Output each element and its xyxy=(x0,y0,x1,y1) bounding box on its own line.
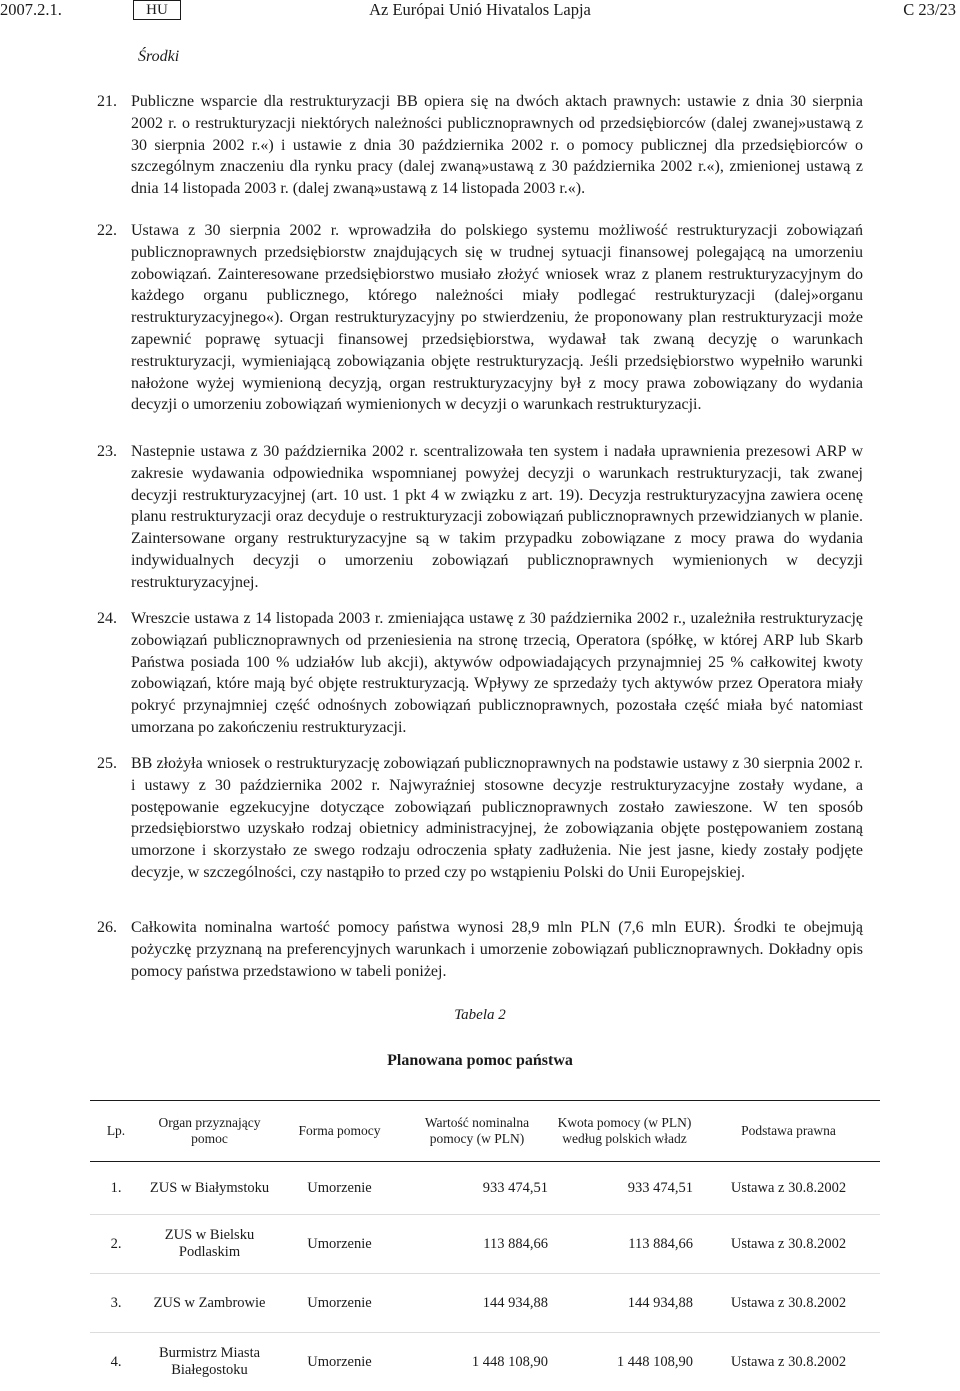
page-header xyxy=(0,0,960,24)
column-header: Podstawa prawna xyxy=(697,1101,880,1162)
paragraph-23 xyxy=(97,441,863,594)
table-cell: 2. xyxy=(90,1215,142,1274)
paragraph-text: Publiczne wsparcie dla restrukturyzacji BB opiera się na dwóch aktach prawnych: ustawie z dnia 30 sierpnia 2002 r. o restrukturyzacji niektórych należności publicznoprawnych od przedsiębiorców (dalej zwanej»ustawą z 30 sierpnia 2002 r.«) i ustawie z dnia 30 października 2002 r. o pomocy publicznej dla przedsiębiorców o szczególnym znaczeniu dla rynku pracy (dalej zwaną»ustawą z 30 października 2002 r.«), zmienionej ustawą z dnia 14 listopada 2003 r. (dalej zwaną»ustawą z 14 listopada 2003 r.«). xyxy=(131,91,863,200)
table-cell: Ustawa z 30.8.2002 xyxy=(697,1215,880,1274)
table-cell: Ustawa z 30.8.2002 xyxy=(697,1162,880,1215)
section-title: Środki xyxy=(138,48,179,66)
table-header-row xyxy=(90,1101,880,1162)
paragraph-number: 25. xyxy=(97,753,131,775)
column-header: Lp. xyxy=(90,1101,142,1162)
table-cell: 144 934,88 xyxy=(552,1274,697,1333)
table-cell: 933 474,51 xyxy=(552,1162,697,1215)
paragraph-26 xyxy=(97,917,863,982)
table-cell: 1 448 108,90 xyxy=(402,1333,552,1391)
table-cell: 4. xyxy=(90,1333,142,1391)
table-cell: ZUS w Bielsku Podlaskim xyxy=(142,1215,277,1274)
column-header: Forma pomocy xyxy=(277,1101,402,1162)
table-cell: Umorzenie xyxy=(277,1215,402,1274)
table-cell: 1 448 108,90 xyxy=(552,1333,697,1391)
table-cell: Ustawa z 30.8.2002 xyxy=(697,1333,880,1391)
table-cell: 3. xyxy=(90,1274,142,1333)
page-number: C 23/23 xyxy=(903,1,956,19)
paragraph-24 xyxy=(97,608,863,739)
paragraph-21 xyxy=(97,91,863,200)
header-date: 2007.2.1. xyxy=(0,1,62,19)
table-cell: 113 884,66 xyxy=(402,1215,552,1274)
table-cell: Ustawa z 30.8.2002 xyxy=(697,1274,880,1333)
paragraph-number: 23. xyxy=(97,441,131,463)
paragraph-number: 21. xyxy=(97,91,131,113)
table-cell: Umorzenie xyxy=(277,1274,402,1333)
table-cell: Burmistrz Miasta Białegostoku xyxy=(142,1333,277,1391)
table-cell: 933 474,51 xyxy=(402,1162,552,1215)
table-cell: 144 934,88 xyxy=(402,1274,552,1333)
language-code-box: HU xyxy=(133,0,181,20)
table-row xyxy=(90,1215,880,1274)
paragraph-text: Wreszcie ustawa z 14 listopada 2003 r. zmieniająca ustawę z 30 października 2002 r., uzależniła restrukturyzację zobowiązań publicznoprawnych od przeniesienia na stronę trzecią, Operatora (spółkę, w której ARP lub Skarb Państwa posiada 100 % udziałów lub akcji), aktywów odpowiadających przynajmniej 25 % całkowitej kwoty zobowiązań, które mają być objęte restrukturyzacją. Wpływy ze sprzedaży tych aktywów przez Operatora miały pokryć przynajmniej część odnośnych zobowiązań publicznoprawnych, pozostała część miała być natomiast umorzana po zakończeniu restrukturyzacji. xyxy=(131,608,863,739)
table-cell: Umorzenie xyxy=(277,1333,402,1391)
column-header: Wartość nominalna pomocy (w PLN) xyxy=(402,1101,552,1162)
paragraph-25 xyxy=(97,753,863,884)
paragraph-text: Nastepnie ustawa z 30 października 2002 r. scentralizowała ten system i nadała uprawnienia prezesowi ARP w zakresie wydawania odpowiednika wspomnianej powyżej decyzji o warunkach restrukturyzacji, tak zwanej decyzji restrukturyzacyjnej (art. 10 ust. 1 pkt 4 w związku z art. 19). Decyzja restrukturyzacyjna zawiera ocenę planu restrukturyzacji oraz decyduje o restrukturyzacji zobowiązań publicznoprawnych przewidzianych w planie. Zaintersowane organy restrukturyzacyjne są w takim przypadku zobowiązane z mocy prawa do wydania indywidualnych decyzji o umorzeniu zobowiązań publicznoprawnych wymienionych w decyzji restrukturyzacyjnej. xyxy=(131,441,863,594)
table-title: Planowana pomoc państwa xyxy=(0,1052,960,1070)
journal-title: Az Európai Unió Hivatalos Lapja xyxy=(0,1,960,19)
paragraph-number: 26. xyxy=(97,917,131,939)
table-row xyxy=(90,1274,880,1333)
table-cell: 113 884,66 xyxy=(552,1215,697,1274)
column-header: Organ przyznający pomoc xyxy=(142,1101,277,1162)
table-cell: ZUS w Białymstoku xyxy=(142,1162,277,1215)
table-cell: ZUS w Zambrowie xyxy=(142,1274,277,1333)
paragraph-22 xyxy=(97,220,863,416)
column-header: Kwota pomocy (w PLN) według polskich władz xyxy=(552,1101,697,1162)
table-row xyxy=(90,1162,880,1215)
paragraph-text: Całkowita nominalna wartość pomocy państwa wynosi 28,9 mln PLN (7,6 mln EUR). Środki te obejmują pożyczkę przyznaną na preferencyjnych warunkach i umorzenie zobowiązań publicznoprawnych. Dokładny opis pomocy państwa przedstawiono w tabeli poniżej. xyxy=(131,917,863,982)
aid-table xyxy=(90,1100,880,1391)
table-cell: Umorzenie xyxy=(277,1162,402,1215)
table-row xyxy=(90,1333,880,1391)
paragraph-number: 22. xyxy=(97,220,131,242)
paragraph-text: Ustawa z 30 sierpnia 2002 r. wprowadziła do polskiego systemu możliwość restrukturyzacji zobowiązań publicznoprawnych przedsiębiorstw znajdujących się w trudnej sytuacji finansowej polegającą na umorzeniu zobowiązań. Zainteresowane przedsiębiorstwo musiało złożyć wniosek wraz z planem restrukturyzacyjnym do każdego organu publicznego, którego należności miały podlegać restrukturyzacji (dalej»organu restrukturyzacyjnego«). Organ restrukturyzacyjny po stwierdzeniu, że proponowany plan restrukturyzacji może zapewnić poprawę sytuacji finansowej przedsiębiorstwa, wydawał tak zwaną decyzję o warunkach restrukturyzacji, wymieniającą zobowiązania objęte restrukturyzacją. Jeśli przedsiębiorstwo wypełniło warunki nałożone wyżej wymienioną decyzją, organ restrukturyzacyjny był z mocy prawa zobowiązany do wydania decyzji o umorzeniu zobowiązań wymienionych w decyzji o warunkach restrukturyzacji. xyxy=(131,220,863,416)
table-caption: Tabela 2 xyxy=(0,1007,960,1024)
paragraph-number: 24. xyxy=(97,608,131,630)
paragraph-text: BB złożyła wniosek o restrukturyzację zobowiązań publicznoprawnych na podstawie ustawy z 30 sierpnia 2002 r. i ustawy z 30 października 2002 r. Najwyraźniej stosowne decyzje restrukturyzacyjne zostały wydane, a postępowanie egzekucyjne dotyczące zobowiązań publicznoprawnych zostało zawieszone. W ten sposób przedsiębiorstwo uzyskało rodzaj obietnicy administracyjnej, że zobowiązania objęte postępowaniem zostaną umorzone i skorzystało ze swego rodzaju odroczenia spłaty zadłużenia. Nie jest jasne, kiedy zostały podjęte decyzje, w szczególności, czy nastąpiło to przed czy po wstąpieniu Polski do Unii Europejskiej. xyxy=(131,753,863,884)
table-cell: 1. xyxy=(90,1162,142,1215)
